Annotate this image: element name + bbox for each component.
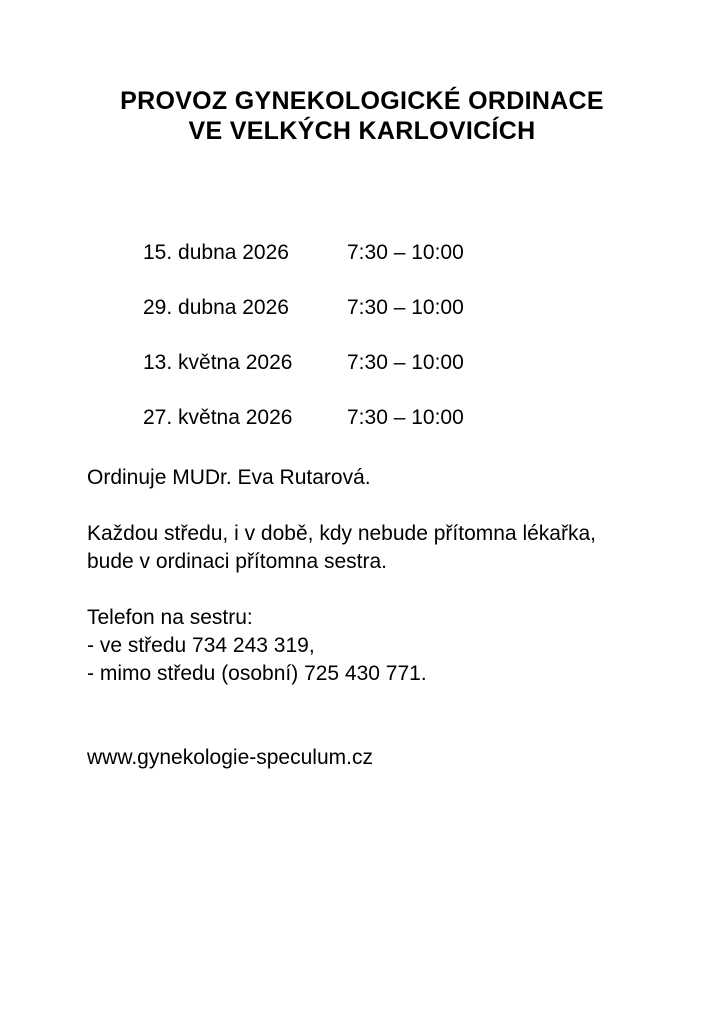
phone-paragraph bbox=[87, 604, 664, 688]
phone-line-wednesday: - ve středu 734 243 319, bbox=[87, 634, 315, 657]
schedule-time: 7:30 – 10:00 bbox=[347, 296, 464, 319]
phone-line-other-days: - mimo středu (osobní) 725 430 771. bbox=[87, 662, 427, 685]
page-title bbox=[0, 0, 724, 146]
schedule-row bbox=[143, 294, 724, 322]
nurse-note-line-1: Každou středu, i v době, kdy nebude přítomna lékařka, bbox=[87, 522, 596, 545]
schedule-row bbox=[143, 239, 724, 267]
doctor-line: Ordinuje MUDr. Eva Rutarová. bbox=[87, 466, 371, 489]
schedule-date: 27. května 2026 bbox=[143, 406, 293, 429]
phone-heading: Telefon na sestru: bbox=[87, 606, 253, 629]
schedule-row bbox=[143, 404, 724, 432]
nurse-note-paragraph bbox=[87, 520, 664, 576]
nurse-note-line-2: bude v ordinaci přítomna sestra. bbox=[87, 550, 387, 573]
schedule-time: 7:30 – 10:00 bbox=[347, 406, 464, 429]
doctor-paragraph bbox=[87, 464, 664, 492]
title-line-2: VE VELKÝCH KARLOVICÍCH bbox=[188, 117, 536, 145]
schedule-time: 7:30 – 10:00 bbox=[347, 351, 464, 374]
schedule-date: 15. dubna 2026 bbox=[143, 241, 289, 264]
schedule-row bbox=[143, 349, 724, 377]
website-url: www.gynekologie-speculum.cz bbox=[87, 746, 373, 769]
schedule-time: 7:30 – 10:00 bbox=[347, 241, 464, 264]
title-line-1: PROVOZ GYNEKOLOGICKÉ ORDINACE bbox=[120, 87, 604, 115]
office-hours-schedule bbox=[143, 239, 724, 432]
schedule-date: 13. května 2026 bbox=[143, 351, 293, 374]
schedule-date: 29. dubna 2026 bbox=[143, 296, 289, 319]
website-paragraph bbox=[87, 744, 664, 772]
